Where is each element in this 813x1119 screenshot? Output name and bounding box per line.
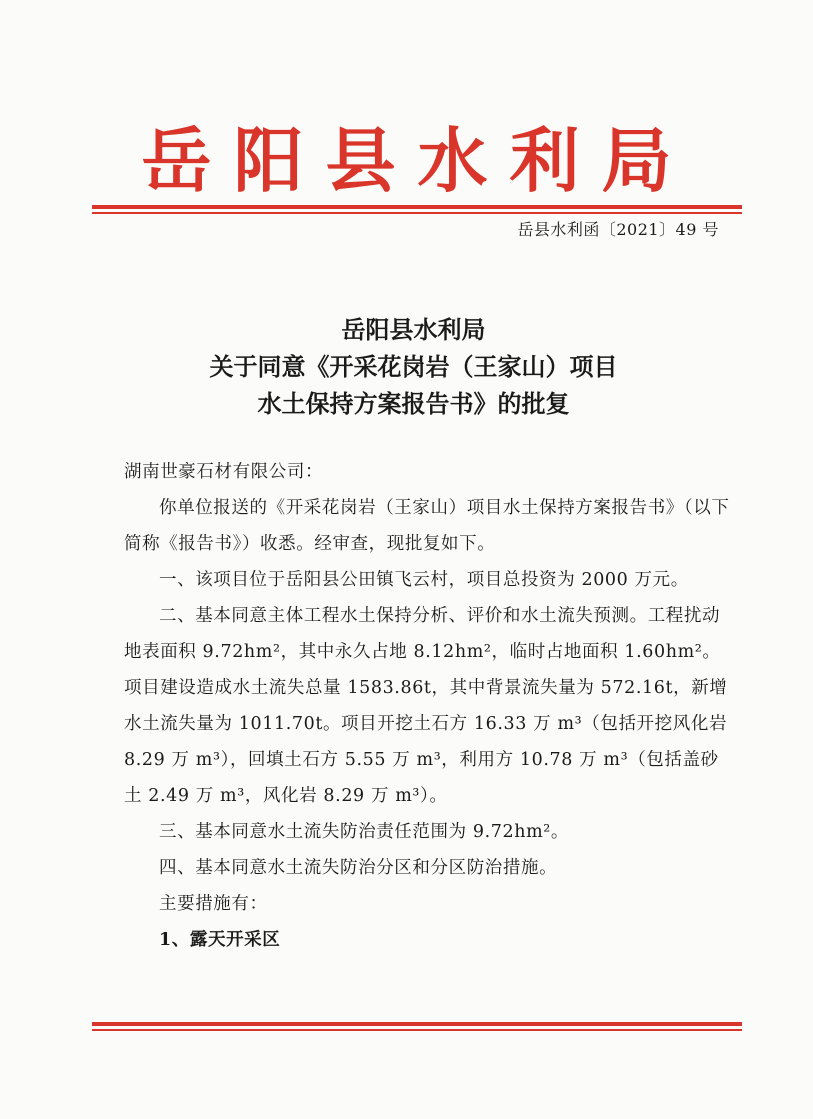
paragraph-item-1: 一、该项目位于岳阳县公田镇飞云村，项目总投资为 2000 万元。	[159, 570, 689, 590]
document-title	[0, 311, 813, 422]
letterhead-rule-thin	[92, 212, 742, 214]
paragraph-item-4: 四、基本同意水土流失防治分区和分区防治措施。	[159, 858, 558, 878]
letterhead-rule-thick	[92, 205, 742, 209]
title-line-2: 关于同意《开采花岗岩（王家山）项目	[209, 352, 618, 381]
footer-rule-thick	[92, 1022, 742, 1026]
title-line-3: 水土保持方案报告书》的批复	[257, 389, 570, 418]
document-number: 岳县水利函〔2021〕49 号	[517, 220, 719, 239]
addressee: 湖南世豪石材有限公司：	[124, 462, 324, 482]
letterhead-org-name: 岳阳县水利局	[141, 119, 694, 202]
document-body	[124, 454, 730, 958]
title-line-1: 岳阳县水利局	[341, 315, 486, 344]
paragraph-item-2: 二、基本同意主体工程水土保持分析、评价和水土流失预测。工程扰动地表面积 9.72hm²，其中永久占地 8.12hm²，临时占地面积 1.60hm²。项目建设造成水土流失总量 1583.86t，其中背景流失量为 572.16t，新增水土流失量为 1011.70t。项目开挖土石方 16.33 万 m³（包括开挖风化岩 8.29 万 m³），回填土石方 5.55 万 m³，利用方 10.78 万 m³（包括盖砂土 2.49 万 m³，风化岩 8.29 万 m³）。	[124, 606, 728, 806]
paragraph-item-3: 三、基本同意水土流失防治责任范围为 9.72hm²。	[159, 822, 570, 842]
footer-rule-thin	[92, 1029, 742, 1031]
paragraph-intro: 你单位报送的《开采花岗岩（王家山）项目水土保持方案报告书》（以下简称《报告书》）收悉。经审查，现批复如下。	[124, 498, 730, 554]
paragraph-measures-heading: 主要措施有：	[159, 894, 268, 914]
paragraph-subheading-1: 1、露天开采区	[159, 930, 281, 950]
